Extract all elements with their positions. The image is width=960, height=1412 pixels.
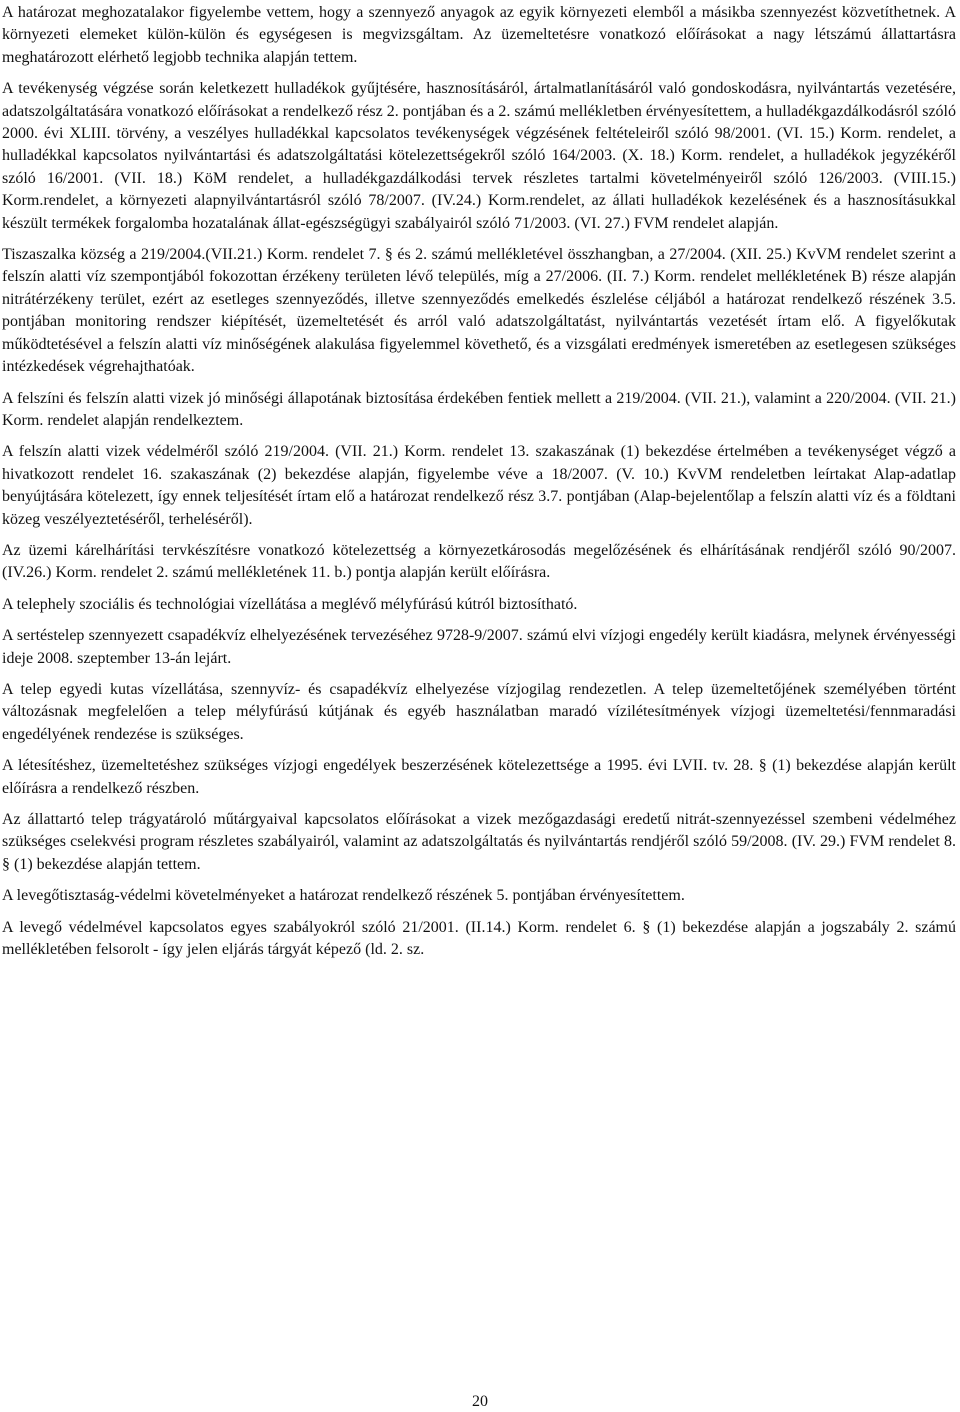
paragraph-6: Az üzemi kárelhárítási tervkészítésre vonatkozó kötelezettség a környezetkárosodás megelőzésének és elhárításának rendjéről szóló 90/2007. (IV.26.) Korm. rendelet 2. számú mellékletének 11. b.) pontja alapján került előírásra. xyxy=(2,541,956,582)
paragraph-3: Tiszaszalka község a 219/2004.(VII.21.) Korm. rendelet 7. § és 2. számú mellékletével összhangban, a 27/2004. (XII. 25.) KvVM rendelet szerint a felszín alatti víz szempontjából fokozottan érzékeny területen lévő település, míg a 27/2006. (II. 7.) Korm. rendelet mellékletének B) része alapján nitrátérzékeny terület, ezért az esetleges szennyeződés, illetve szennyeződés emelkedés észlelése céljából a határozat rendelkező részének 3.5. pontjában monitoring rendszer kiépítését, üzemeltetését és arról való adatszolgáltatást, nyilvántartás vezetését írtam elő. A figyelőkutak működtetésével a felszín alatti víz minőségének alakulása figyelemmel követhető, és a vizsgálati eredmények ismeretében az esetlegesen szükséges intézkedések végrehajthatóak. xyxy=(2,246,956,376)
paragraph-4: A felszíni és felszín alatti vizek jó minőségi állapotának biztosítása érdekében fentiek mellett a 219/2004. (VII. 21.), valamint a 220/2004. (VII. 21.) Korm. rendelet alapján rendelkeztem. xyxy=(2,389,956,429)
paragraph-7: A telephely szociális és technológiai vízellátása a meglévő mélyfúrású kútról biztosítható. xyxy=(2,595,578,613)
paragraph-12: A levegőtisztaság-védelmi követelményeket a határozat rendelkező részének 5. pontjában érvényesítettem. xyxy=(2,887,685,905)
page-number: 20 xyxy=(472,1393,488,1410)
paragraph-8: A sertéstelep szennyezett csapadékvíz elhelyezésének tervezéséhez 9728-9/2007. számú elvi vízjogi engedély került kiadásra, melynek érvényességi ideje 2008. szeptember 13-án lejárt. xyxy=(2,627,956,667)
paragraph-13: A levegő védelmével kapcsolatos egyes szabályokról szóló 21/2001. (II.14.) Korm. rendelet 6. § (1) bekezdése alapján a jogszabály 2. számú mellékletében felsorolt - így jelen eljárás tárgyát képező (ld. 2. sz. xyxy=(2,918,956,959)
paragraph-5: A felszín alatti vizek védelméről szóló 219/2004. (VII. 21.) Korm. rendelet 13. szakaszának (1) bekezdése értelmében a tevékenységet végző a hivatkozott rendelet 16. szakaszának (2) bekezdése alapján, figyelembe véve a 18/2007. (V. 10.) KvVM rendeletben leírtakat Alap-adatlap benyújtására kötelezett, így ennek teljesítését írtam elő a határozat rendelkező rész 3.7. pontjában (Alap-bejelentőlap a felszín alatti víz és a földtani közeg veszélyeztetéséről, terheléséről). xyxy=(2,443,956,528)
paragraph-1: A határozat meghozatalakor figyelembe vettem, hogy a szennyező anyagok az egyik környezeti elemből a másikba szennyezést közvetíthetnek. A környezeti elemeket külön-külön és egységesen is megvizsgáltam. Az üzemeltetésre vonatkozó előírásokat a nagy létszámú állattartásra meghatározott elérhető legjobb technika alapján tettem. xyxy=(2,4,956,66)
paragraph-11: Az állattartó telep trágyatároló műtárgyaival kapcsolatos előírásokat a vizek mezőgazdasági eredetű nitrát-szennyezéssel szembeni védelméhez szükséges cselekvési program részletes szabályairól, valamint az adatszolgáltatás és nyilvántartás rendjéről szóló 59/2008. (IV. 29.) FVM rendelet 8. § (1) bekezdése alapján tettem. xyxy=(2,811,956,873)
paragraph-2: A tevékenység végzése során keletkezett hulladékok gyűjtésére, hasznosításáról, ártalmatlanításáról való gondoskodásra, nyilvántartás vezetésére, adatszolgáltatására vonatkozó előírásokat a rendelkező rész 2. pontjában és a 2. számú mellékletben érvényesítettem, a hulladékgazdálkodásról szóló 2000. évi XLIII. törvény, a veszélyes hulladékkal kapcsolatos tevékenységek végzésének feltételeiről szóló 98/2001. (VI. 15.) Korm. rendelet, a hulladékkal kapcsolatos nyilvántartási és adatszolgáltatási kötelezettségekről szóló 164/2003. (X. 18.) Korm. rendelet, a hulladékok jegyzékéről szóló 16/2001. (VII. 18.) KöM rendelet, a hulladékgazdálkodási tervek részletes tartalmi követelményeiről szóló 126/2003. (VIII.15.) Korm.rendelet, a környezeti alapnyilvántartásról szóló 78/2007. (IV.24.) Korm.rendelet, az állati hulladékok kezelésének és a hasznosításukkal készült termékek forgalomba hozatalának állat-egészségügyi szabályairól szóló 71/2003. (VI. 27.) FVM rendelet alapján. xyxy=(2,80,956,232)
paragraph-9: A telep egyedi kutas vízellátása, szennyvíz- és csapadékvíz elhelyezése vízjogilag rendezetlen. A telep üzemeltetőjének személyében történt változásnak megfelelően a telep mélyfúrású kútjának és egyéb használatban maradó vízilétesítmények vízjogi üzemeltetési/fennmaradási engedélyének rendezése is szükséges. xyxy=(2,680,956,743)
paragraph-10: A létesítéshez, üzemeltetéshez szükséges vízjogi engedélyek beszerzésének kötelezettsége a 1995. évi LVII. tv. 28. § (1) bekezdése alapján került előírásra a rendelkező részben. xyxy=(2,757,956,797)
